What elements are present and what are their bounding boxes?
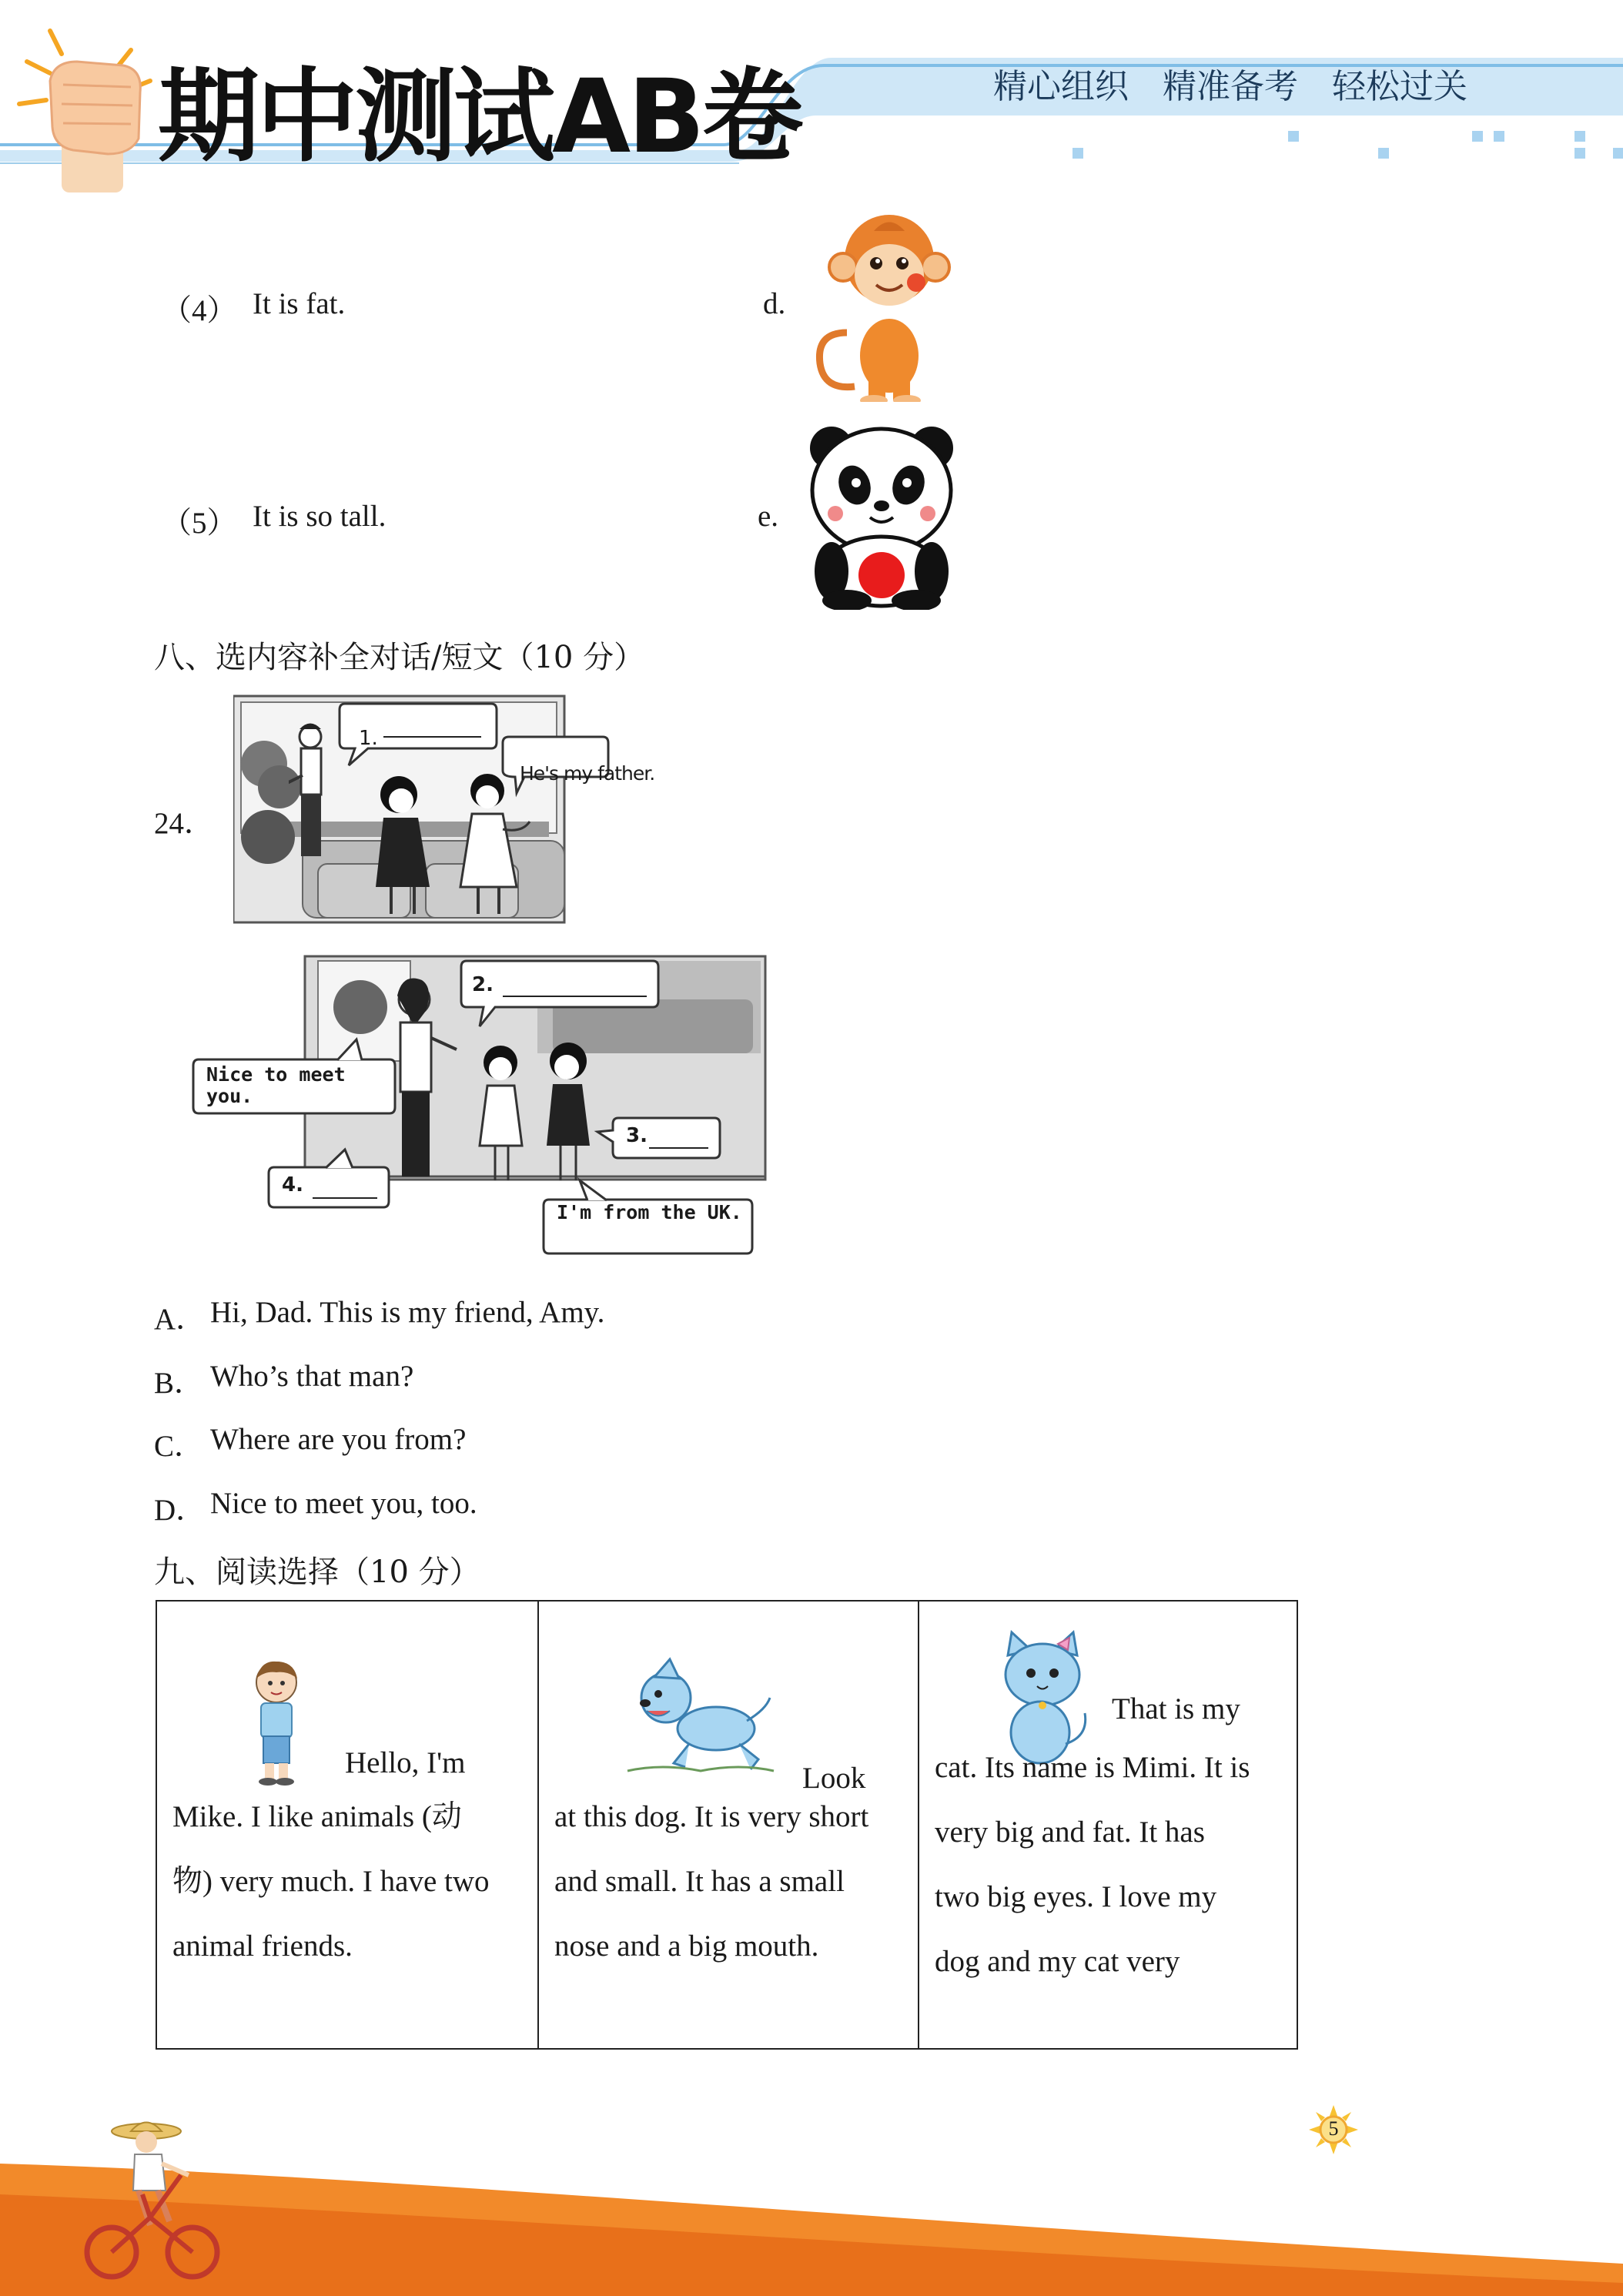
cell-2-line-2: and small. It has a small [554, 1865, 845, 1898]
section-9-title: 九、阅读选择（10 分） [154, 1555, 480, 1590]
cell-1-body [172, 1785, 527, 1979]
cell-2-line-1: at this dog. It is very short [554, 1800, 869, 1833]
slogan-1: 精心组织 [993, 67, 1129, 106]
cell-2-body [554, 1785, 909, 1979]
boy-icon [242, 1655, 311, 1786]
item-5-text: It is so tall. [253, 500, 387, 533]
cell-3-body [935, 1735, 1289, 1994]
comic-1-bubble-father: He's my father. [520, 762, 655, 785]
cell-3-line-2: very big and fat. It has [935, 1816, 1205, 1849]
comic-panel-1 [233, 694, 655, 924]
option-a-text: Hi, Dad. This is my friend, Amy. [210, 1296, 605, 1329]
item-4-letter: d. [763, 287, 786, 320]
option-a-letter: A． [154, 1303, 206, 1336]
cell-2-first-line: Look [802, 1762, 866, 1795]
comic-2-bubble-uk: I'm from the UK. [557, 1201, 742, 1223]
comic-1-blank-1: 1. [359, 727, 378, 750]
section-8-title: 八、选内容补全对话/短文（10 分） [154, 640, 645, 675]
slogan-3: 轻松过关 [1332, 67, 1467, 106]
comic-panel-2 [191, 953, 768, 1255]
option-b-text: Who’s that man? [210, 1360, 414, 1393]
option-c-letter: C． [154, 1430, 205, 1463]
cell-3-line-1: cat. Its name is Mimi. It is [935, 1751, 1250, 1784]
item-4-text: It is fat. [253, 287, 346, 320]
page-header [0, 0, 1623, 200]
cell-1-line-3: animal friends. [172, 1930, 353, 1963]
header-slogans [993, 59, 1501, 108]
cell-3-first-line: That is my [1112, 1692, 1240, 1725]
footer-band [0, 2140, 1623, 2296]
cell-1-line-1: Mike. I like animals (动 [172, 1800, 462, 1833]
option-d-letter: D． [154, 1494, 206, 1527]
cell-2-line-3: nose and a big mouth. [554, 1930, 819, 1963]
reading-cell-1 [157, 1602, 537, 2048]
cyclist-icon [73, 2117, 227, 2287]
slogan-2: 精准备考 [1163, 67, 1298, 106]
question-24-number: 24． [154, 807, 215, 840]
reading-table [156, 1600, 1298, 2050]
item-5-number: （5） [162, 507, 237, 540]
page-title: 期中测试AB卷 [158, 58, 801, 176]
cell-1-first-line: Hello, I'm [345, 1746, 466, 1779]
option-d-text: Nice to meet you, too. [210, 1487, 477, 1520]
comic-2-bubble-nice: Nice to meet you. [206, 1063, 346, 1107]
option-c-text: Where are you from? [210, 1423, 467, 1456]
page-number-badge [1309, 2105, 1358, 2154]
dog-icon [624, 1655, 778, 1779]
monkey-icon [801, 202, 955, 402]
cell-1-line-2: 物) very much. I have two [172, 1865, 490, 1898]
page-number: 5 [1328, 2117, 1339, 2140]
reading-cell-3 [918, 1602, 1297, 2048]
cell-3-line-4: dog and my cat very [935, 1945, 1180, 1978]
option-b-letter: B． [154, 1367, 205, 1400]
reading-cell-2 [537, 1602, 918, 2048]
comic-2-blank-2: 2. [472, 973, 494, 996]
panda-icon [801, 417, 962, 610]
comic-1-scene [233, 694, 611, 924]
item-5-letter: e. [758, 500, 779, 533]
item-4-number: （4） [162, 294, 237, 327]
comic-2-blank-3: 3. [626, 1124, 648, 1147]
comic-2-blank-4: 4. [282, 1173, 303, 1197]
fist-icon [15, 19, 162, 192]
cell-3-line-3: two big eyes. I love my [935, 1880, 1217, 1913]
